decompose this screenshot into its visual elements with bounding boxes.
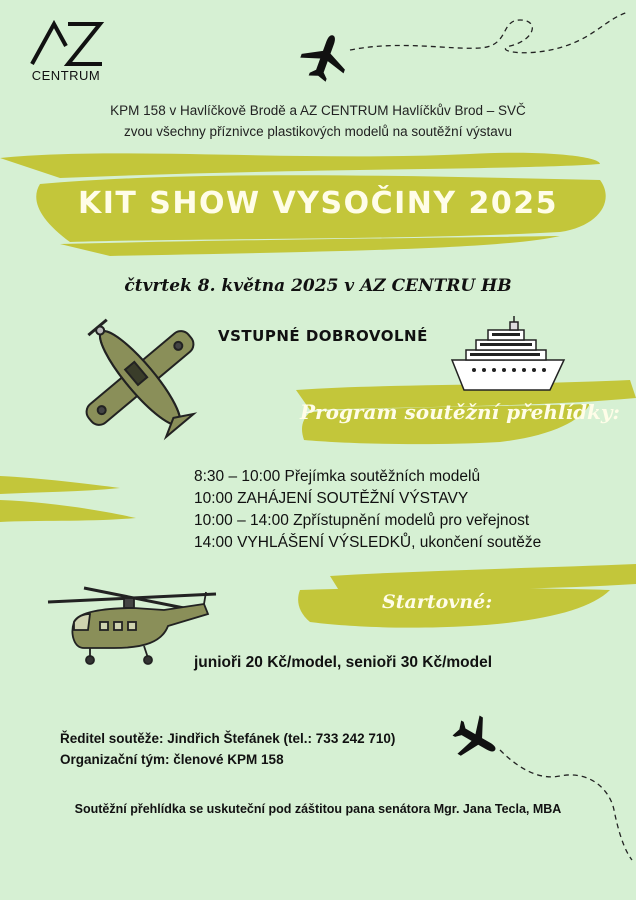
event-title: KIT SHOW VYSOČINY 2025 <box>77 186 559 221</box>
schedule-item: 14:00 VYHLÁŠENÍ VÝSLEDKŮ, ukončení soutěže <box>194 534 542 551</box>
contest-director: Ředitel soutěže: Jindřich Štefánek (tel.: 733 242 710) <box>60 731 396 746</box>
schedule-item: 10:00 ZAHÁJENÍ SOUTĚŽNÍ VÝSTAVY <box>194 490 469 507</box>
logo-text: CENTRUM <box>31 68 101 83</box>
flight-path-top <box>340 10 630 90</box>
airplane-icon <box>300 32 350 82</box>
event-date: čtvrtek 8. května 2025 v AZ CENTRU HB <box>124 276 512 296</box>
brush-stroke-left <box>0 470 140 530</box>
program-heading: Program soutěžní přehlídky: <box>300 400 620 424</box>
contacts <box>60 728 395 770</box>
intro-text <box>40 100 596 142</box>
fee-text: junioři 20 Kč/model, senioři 30 Kč/model <box>194 654 493 671</box>
intro-line-2: zvou všechny příznivce plastikových modelů na soutěžní výstavu <box>124 124 512 139</box>
organizing-team: Organizační tým: členové KPM 158 <box>60 752 284 767</box>
program-schedule <box>194 466 541 554</box>
airplane-icon <box>452 715 500 763</box>
fighter-plane-illustration <box>60 308 220 448</box>
entry-fee-note: VSTUPNÉ DOBROVOLNÉ <box>218 327 428 345</box>
schedule-item: 8:30 – 10:00 Přejímka soutěžních modelů <box>194 468 481 485</box>
footer-note: Soutěžní přehlídka se uskuteční pod záštitou pana senátora Mgr. Jana Tecla, MBA <box>74 802 562 816</box>
flight-path-bottom <box>490 740 636 860</box>
schedule-item: 10:00 – 14:00 Zpřístupnění modelů pro veřejnost <box>194 512 530 529</box>
intro-line-1: KPM 158 v Havlíčkově Brodě a AZ CENTRUM Havlíčkův Brod – SVČ <box>110 103 526 118</box>
fee-heading: Startovné: <box>382 591 493 613</box>
cruise-ship-illustration <box>450 316 566 396</box>
az-logo <box>24 20 108 88</box>
